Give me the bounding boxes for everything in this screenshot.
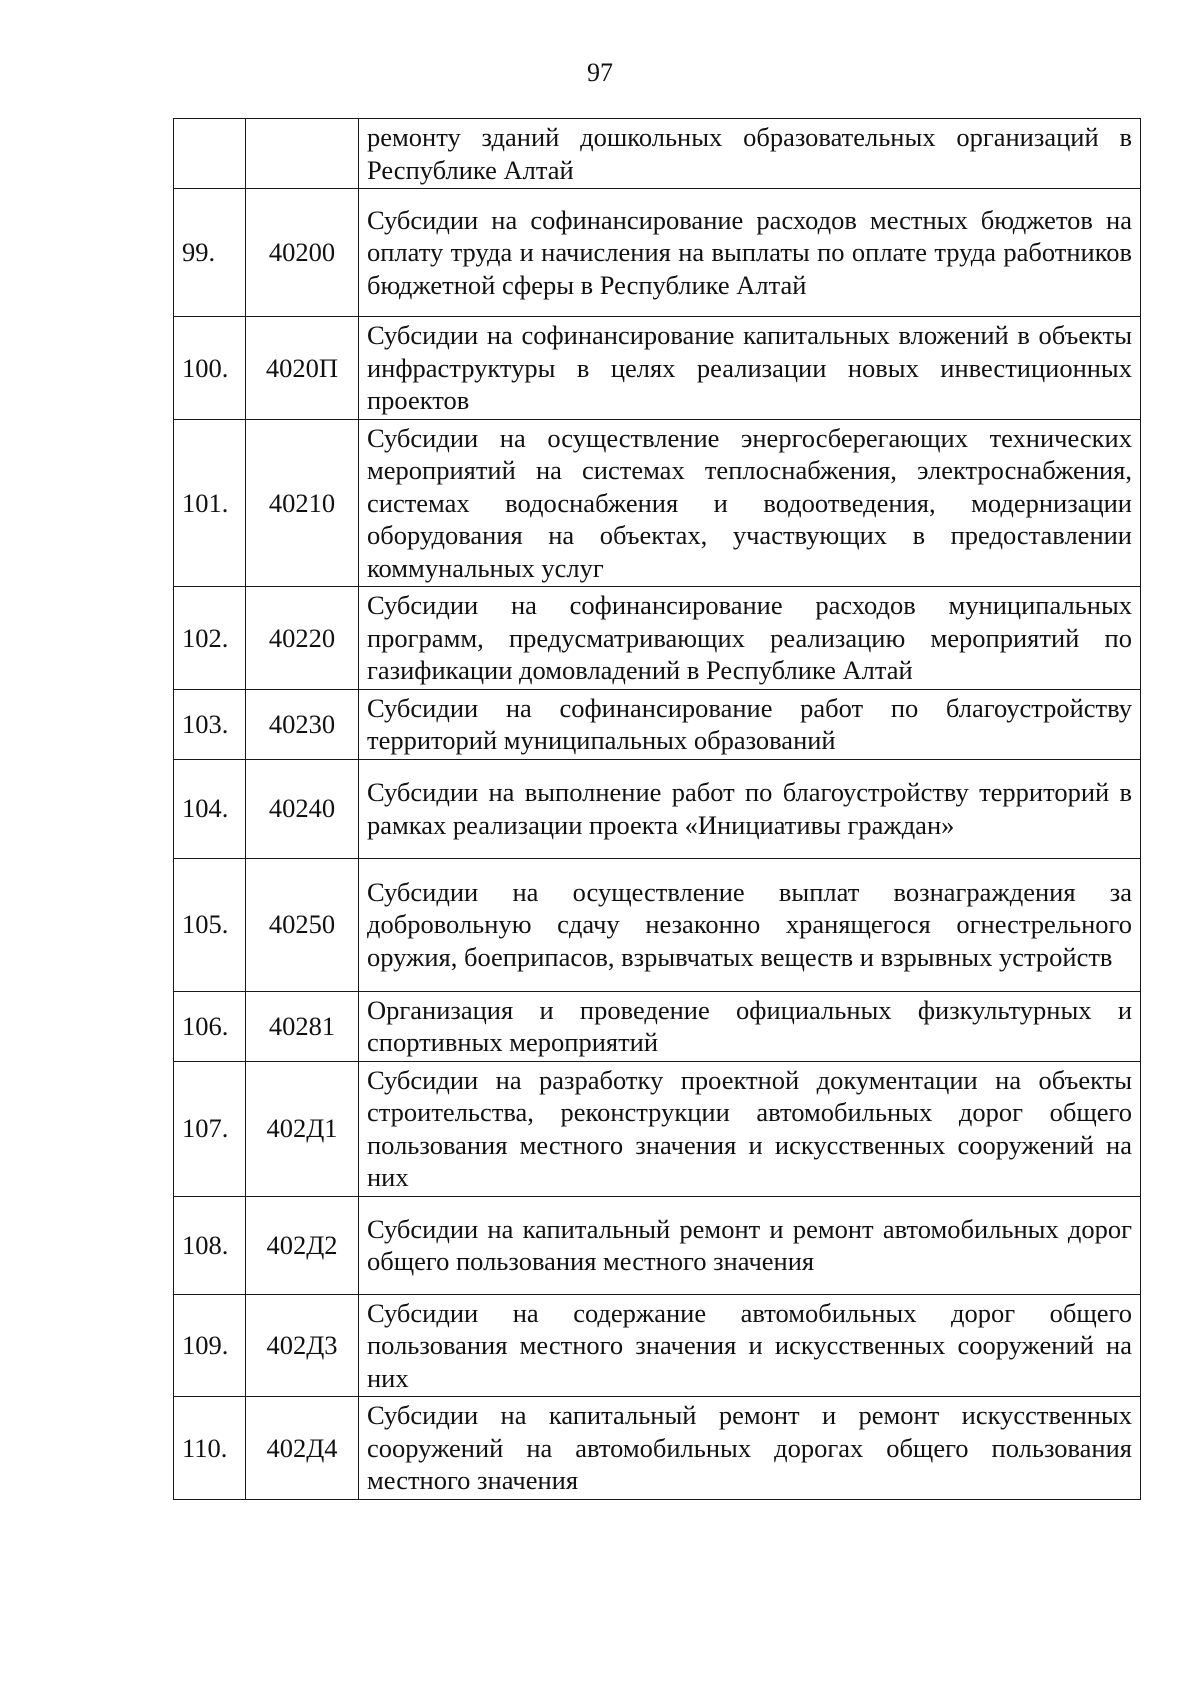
row-description-cell: Субсидии на софинансирование расходов муниципальных программ, предусматривающих реализацию мероприятий по газификации домовладений в Республике Алтай — [359, 587, 1141, 690]
row-code-cell: 40210 — [246, 419, 359, 587]
row-number-cell: 103. — [174, 689, 246, 759]
row-code-cell: 402Д2 — [246, 1196, 359, 1294]
row-code-cell: 40281 — [246, 991, 359, 1061]
row-code-cell: 40250 — [246, 858, 359, 991]
table-row — [174, 189, 1141, 317]
table-row — [174, 991, 1141, 1061]
table-row — [174, 317, 1141, 420]
table-row — [174, 858, 1141, 991]
subsidy-table — [173, 118, 1141, 1500]
table-row — [174, 1061, 1141, 1196]
row-number-cell: 105. — [174, 858, 246, 991]
row-code-cell: 402Д1 — [246, 1061, 359, 1196]
row-description-cell: Субсидии на капитальный ремонт и ремонт автомобильных дорог общего пользования местного значения — [359, 1196, 1141, 1294]
row-description-cell: Субсидии на осуществление энергосберегающих технических мероприятий на системах теплоснабжения, электроснабжения, системах водоснабжения и водоотведения, модернизации оборудования на объектах, участвующих в предоставлении коммунальных услуг — [359, 419, 1141, 587]
row-code-cell: 40220 — [246, 587, 359, 690]
row-description-cell: Субсидии на софинансирование работ по благоустройству территорий муниципальных образований — [359, 689, 1141, 759]
row-number-cell: 108. — [174, 1196, 246, 1294]
row-description-cell: Субсидии на содержание автомобильных дорог общего пользования местного значения и искусственных сооружений на них — [359, 1294, 1141, 1397]
table-row — [174, 689, 1141, 759]
row-description-cell: Субсидии на разработку проектной документации на объекты строительства, реконструкции автомобильных дорог общего пользования местного значения и искусственных сооружений на них — [359, 1061, 1141, 1196]
row-description-cell: Субсидии на осуществление выплат вознаграждения за добровольную сдачу незаконно хранящегося огнестрельного оружия, боеприпасов, взрывчатых веществ и взрывных устройств — [359, 858, 1141, 991]
row-number-cell: 106. — [174, 991, 246, 1061]
row-number-cell: 99. — [174, 189, 246, 317]
table-row — [174, 1397, 1141, 1500]
table-row — [174, 419, 1141, 587]
row-description-cell: Субсидии на софинансирование расходов местных бюджетов на оплату труда и начисления на выплаты по оплате труда работников бюджетной сферы в Республике Алтай — [359, 189, 1141, 317]
row-number-cell: 107. — [174, 1061, 246, 1196]
row-description-cell: Субсидии на капитальный ремонт и ремонт искусственных сооружений на автомобильных дорогах общего пользования местного значения — [359, 1397, 1141, 1500]
row-description-cell: Субсидии на софинансирование капитальных вложений в объекты инфраструктуры в целях реализации новых инвестиционных проектов — [359, 317, 1141, 420]
row-number-cell: 104. — [174, 759, 246, 858]
row-code-cell: 402Д3 — [246, 1294, 359, 1397]
table-row — [174, 1294, 1141, 1397]
page-number: 97 — [587, 58, 613, 87]
table-row — [174, 119, 1141, 189]
row-code-cell: 40200 — [246, 189, 359, 317]
row-number-cell: 101. — [174, 419, 246, 587]
row-description-cell: ремонту зданий дошкольных образовательных организаций в Республике Алтай — [359, 119, 1141, 189]
table-row — [174, 759, 1141, 858]
table-row — [174, 587, 1141, 690]
table-row — [174, 1196, 1141, 1294]
row-code-cell — [246, 119, 359, 189]
row-number-cell: 102. — [174, 587, 246, 690]
row-number-cell: 109. — [174, 1294, 246, 1397]
row-number-cell: 100. — [174, 317, 246, 420]
row-description-cell: Субсидии на выполнение работ по благоустройству территорий в рамках реализации проекта «Инициативы граждан» — [359, 759, 1141, 858]
row-description-cell: Организация и проведение официальных физкультурных и спортивных мероприятий — [359, 991, 1141, 1061]
row-code-cell: 402Д4 — [246, 1397, 359, 1500]
row-code-cell: 4020П — [246, 317, 359, 420]
row-number-cell: 110. — [174, 1397, 246, 1500]
row-number-cell — [174, 119, 246, 189]
row-code-cell: 40230 — [246, 689, 359, 759]
row-code-cell: 40240 — [246, 759, 359, 858]
